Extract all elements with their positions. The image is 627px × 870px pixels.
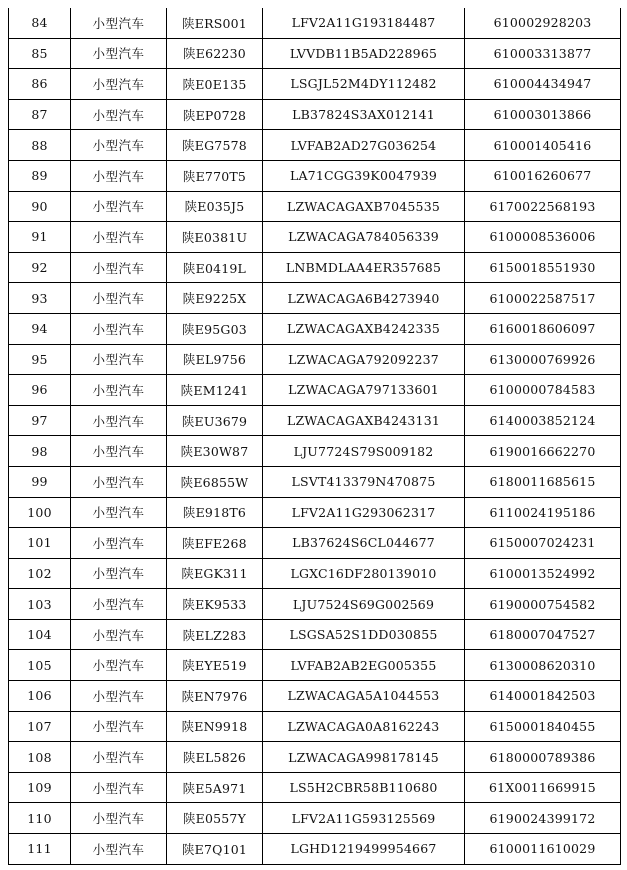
row-number-cell: 109	[9, 772, 71, 803]
vehicle-table-body	[9, 8, 621, 864]
registration-number-cell: 610001405416	[465, 130, 621, 161]
vin-cell: LVVDB11B5AD228965	[263, 38, 465, 69]
vehicle-type-cell: 小型汽车	[71, 344, 167, 375]
row-number-cell: 89	[9, 160, 71, 191]
table-row	[9, 681, 621, 712]
vehicle-type-cell: 小型汽车	[71, 742, 167, 773]
table-row	[9, 252, 621, 283]
vin-cell: LSVT413379N470875	[263, 466, 465, 497]
registration-number-cell: 6130000769926	[465, 344, 621, 375]
plate-number-cell: 陕ELZ283	[167, 619, 263, 650]
table-row	[9, 711, 621, 742]
plate-number-cell: 陕E95G03	[167, 313, 263, 344]
plate-number-cell: 陕ERS001	[167, 8, 263, 38]
vehicle-type-cell: 小型汽车	[71, 160, 167, 191]
table-row	[9, 589, 621, 620]
registration-number-cell: 610004434947	[465, 69, 621, 100]
registration-number-cell: 6150007024231	[465, 528, 621, 559]
row-number-cell: 104	[9, 619, 71, 650]
plate-number-cell: 陕E0557Y	[167, 803, 263, 834]
table-row	[9, 558, 621, 589]
vehicle-type-cell: 小型汽车	[71, 466, 167, 497]
registration-number-cell: 610002928203	[465, 8, 621, 38]
registration-number-cell: 6150018551930	[465, 252, 621, 283]
vehicle-type-cell: 小型汽车	[71, 650, 167, 681]
vin-cell: LGHD1219499954667	[263, 834, 465, 865]
vehicle-type-cell: 小型汽车	[71, 803, 167, 834]
row-number-cell: 95	[9, 344, 71, 375]
row-number-cell: 99	[9, 466, 71, 497]
vin-cell: LA71CGG39K0047939	[263, 160, 465, 191]
registration-number-cell: 610003013866	[465, 99, 621, 130]
vin-cell: LZWACAGA5A1044553	[263, 681, 465, 712]
table-row	[9, 69, 621, 100]
row-number-cell: 105	[9, 650, 71, 681]
plate-number-cell: 陕E30W87	[167, 436, 263, 467]
table-row	[9, 405, 621, 436]
vin-cell: LSGJL52M4DY112482	[263, 69, 465, 100]
vehicle-type-cell: 小型汽车	[71, 772, 167, 803]
vehicle-type-cell: 小型汽车	[71, 681, 167, 712]
plate-number-cell: 陕E7Q101	[167, 834, 263, 865]
plate-number-cell: 陕E035J5	[167, 191, 263, 222]
vehicle-type-cell: 小型汽车	[71, 283, 167, 314]
registration-number-cell: 6100008536006	[465, 222, 621, 253]
vin-cell: LZWACAGAXB4243131	[263, 405, 465, 436]
table-row	[9, 650, 621, 681]
vin-cell: LZWACAGA797133601	[263, 375, 465, 406]
vin-cell: LZWACAGA0A8162243	[263, 711, 465, 742]
vin-cell: LZWACAGA998178145	[263, 742, 465, 773]
table-row	[9, 375, 621, 406]
plate-number-cell: 陕EFE268	[167, 528, 263, 559]
vin-cell: LFV2A11G293062317	[263, 497, 465, 528]
table-row	[9, 99, 621, 130]
registration-number-cell: 6180007047527	[465, 619, 621, 650]
table-row	[9, 191, 621, 222]
vehicle-type-cell: 小型汽车	[71, 834, 167, 865]
plate-number-cell: 陕EN7976	[167, 681, 263, 712]
registration-number-cell: 610003313877	[465, 38, 621, 69]
vehicle-type-cell: 小型汽车	[71, 558, 167, 589]
vin-cell: LVFAB2AD27G036254	[263, 130, 465, 161]
vehicle-type-cell: 小型汽车	[71, 191, 167, 222]
vehicle-type-cell: 小型汽车	[71, 528, 167, 559]
vehicle-table	[8, 8, 621, 865]
registration-number-cell: 6190016662270	[465, 436, 621, 467]
vehicle-type-cell: 小型汽车	[71, 589, 167, 620]
vin-cell: LZWACAGA6B4273940	[263, 283, 465, 314]
vehicle-type-cell: 小型汽车	[71, 313, 167, 344]
plate-number-cell: 陕EG7578	[167, 130, 263, 161]
vehicle-type-cell: 小型汽车	[71, 8, 167, 38]
table-row	[9, 130, 621, 161]
table-row	[9, 772, 621, 803]
plate-number-cell: 陕EGK311	[167, 558, 263, 589]
registration-number-cell: 610016260677	[465, 160, 621, 191]
row-number-cell: 108	[9, 742, 71, 773]
row-number-cell: 102	[9, 558, 71, 589]
registration-number-cell: 6100000784583	[465, 375, 621, 406]
row-number-cell: 107	[9, 711, 71, 742]
plate-number-cell: 陕E9225X	[167, 283, 263, 314]
plate-number-cell: 陕E918T6	[167, 497, 263, 528]
vehicle-type-cell: 小型汽车	[71, 711, 167, 742]
vehicle-type-cell: 小型汽车	[71, 222, 167, 253]
table-row	[9, 497, 621, 528]
vin-cell: LJU7524S69G002569	[263, 589, 465, 620]
registration-number-cell: 6110024195186	[465, 497, 621, 528]
table-row	[9, 834, 621, 865]
registration-number-cell: 6190024399172	[465, 803, 621, 834]
table-row	[9, 742, 621, 773]
registration-number-cell: 61X0011669915	[465, 772, 621, 803]
registration-number-cell: 6150001840455	[465, 711, 621, 742]
plate-number-cell: 陕EU3679	[167, 405, 263, 436]
table-row	[9, 528, 621, 559]
row-number-cell: 90	[9, 191, 71, 222]
plate-number-cell: 陕E0381U	[167, 222, 263, 253]
vehicle-type-cell: 小型汽车	[71, 130, 167, 161]
row-number-cell: 98	[9, 436, 71, 467]
vehicle-type-cell: 小型汽车	[71, 497, 167, 528]
plate-number-cell: 陕EP0728	[167, 99, 263, 130]
registration-number-cell: 6100022587517	[465, 283, 621, 314]
row-number-cell: 87	[9, 99, 71, 130]
vin-cell: LS5H2CBR58B110680	[263, 772, 465, 803]
registration-number-cell: 6180000789386	[465, 742, 621, 773]
row-number-cell: 97	[9, 405, 71, 436]
vehicle-type-cell: 小型汽车	[71, 38, 167, 69]
plate-number-cell: 陕E6855W	[167, 466, 263, 497]
plate-number-cell: 陕EYE519	[167, 650, 263, 681]
table-row	[9, 803, 621, 834]
vin-cell: LB37624S6CL044677	[263, 528, 465, 559]
row-number-cell: 100	[9, 497, 71, 528]
row-number-cell: 88	[9, 130, 71, 161]
row-number-cell: 106	[9, 681, 71, 712]
row-number-cell: 110	[9, 803, 71, 834]
vin-cell: LJU7724S79S009182	[263, 436, 465, 467]
registration-number-cell: 6100011610029	[465, 834, 621, 865]
plate-number-cell: 陕EL5826	[167, 742, 263, 773]
table-row	[9, 222, 621, 253]
table-row	[9, 38, 621, 69]
plate-number-cell: 陕EN9918	[167, 711, 263, 742]
table-row	[9, 466, 621, 497]
plate-number-cell: 陕E0419L	[167, 252, 263, 283]
table-row	[9, 160, 621, 191]
vin-cell: LVFAB2AB2EG005355	[263, 650, 465, 681]
table-row	[9, 313, 621, 344]
row-number-cell: 91	[9, 222, 71, 253]
vin-cell: LSGSA52S1DD030855	[263, 619, 465, 650]
vin-cell: LZWACAGA784056339	[263, 222, 465, 253]
plate-number-cell: 陕E5A971	[167, 772, 263, 803]
plate-number-cell: 陕E62230	[167, 38, 263, 69]
registration-number-cell: 6180011685615	[465, 466, 621, 497]
registration-number-cell: 6160018606097	[465, 313, 621, 344]
registration-number-cell: 6170022568193	[465, 191, 621, 222]
vin-cell: LFV2A11G193184487	[263, 8, 465, 38]
vehicle-type-cell: 小型汽车	[71, 405, 167, 436]
vin-cell: LGXC16DF280139010	[263, 558, 465, 589]
vin-cell: LZWACAGAXB4242335	[263, 313, 465, 344]
vehicle-type-cell: 小型汽车	[71, 99, 167, 130]
vin-cell: LZWACAGA792092237	[263, 344, 465, 375]
registration-number-cell: 6190000754582	[465, 589, 621, 620]
plate-number-cell: 陕EL9756	[167, 344, 263, 375]
vehicle-type-cell: 小型汽车	[71, 436, 167, 467]
row-number-cell: 94	[9, 313, 71, 344]
registration-number-cell: 6130008620310	[465, 650, 621, 681]
row-number-cell: 101	[9, 528, 71, 559]
row-number-cell: 96	[9, 375, 71, 406]
vin-cell: LZWACAGAXB7045535	[263, 191, 465, 222]
row-number-cell: 111	[9, 834, 71, 865]
plate-number-cell: 陕EK9533	[167, 589, 263, 620]
registration-number-cell: 6140001842503	[465, 681, 621, 712]
vin-cell: LNBMDLAA4ER357685	[263, 252, 465, 283]
table-row	[9, 436, 621, 467]
row-number-cell: 93	[9, 283, 71, 314]
row-number-cell: 85	[9, 38, 71, 69]
vin-cell: LFV2A11G593125569	[263, 803, 465, 834]
plate-number-cell: 陕EM1241	[167, 375, 263, 406]
plate-number-cell: 陕E0E135	[167, 69, 263, 100]
table-row	[9, 283, 621, 314]
table-row	[9, 8, 621, 38]
vin-cell: LB37824S3AX012141	[263, 99, 465, 130]
vehicle-type-cell: 小型汽车	[71, 69, 167, 100]
table-row	[9, 344, 621, 375]
registration-number-cell: 6100013524992	[465, 558, 621, 589]
row-number-cell: 86	[9, 69, 71, 100]
vehicle-type-cell: 小型汽车	[71, 619, 167, 650]
registration-number-cell: 6140003852124	[465, 405, 621, 436]
row-number-cell: 92	[9, 252, 71, 283]
row-number-cell: 103	[9, 589, 71, 620]
vehicle-type-cell: 小型汽车	[71, 252, 167, 283]
vehicle-type-cell: 小型汽车	[71, 375, 167, 406]
row-number-cell: 84	[9, 8, 71, 38]
table-row	[9, 619, 621, 650]
plate-number-cell: 陕E770T5	[167, 160, 263, 191]
